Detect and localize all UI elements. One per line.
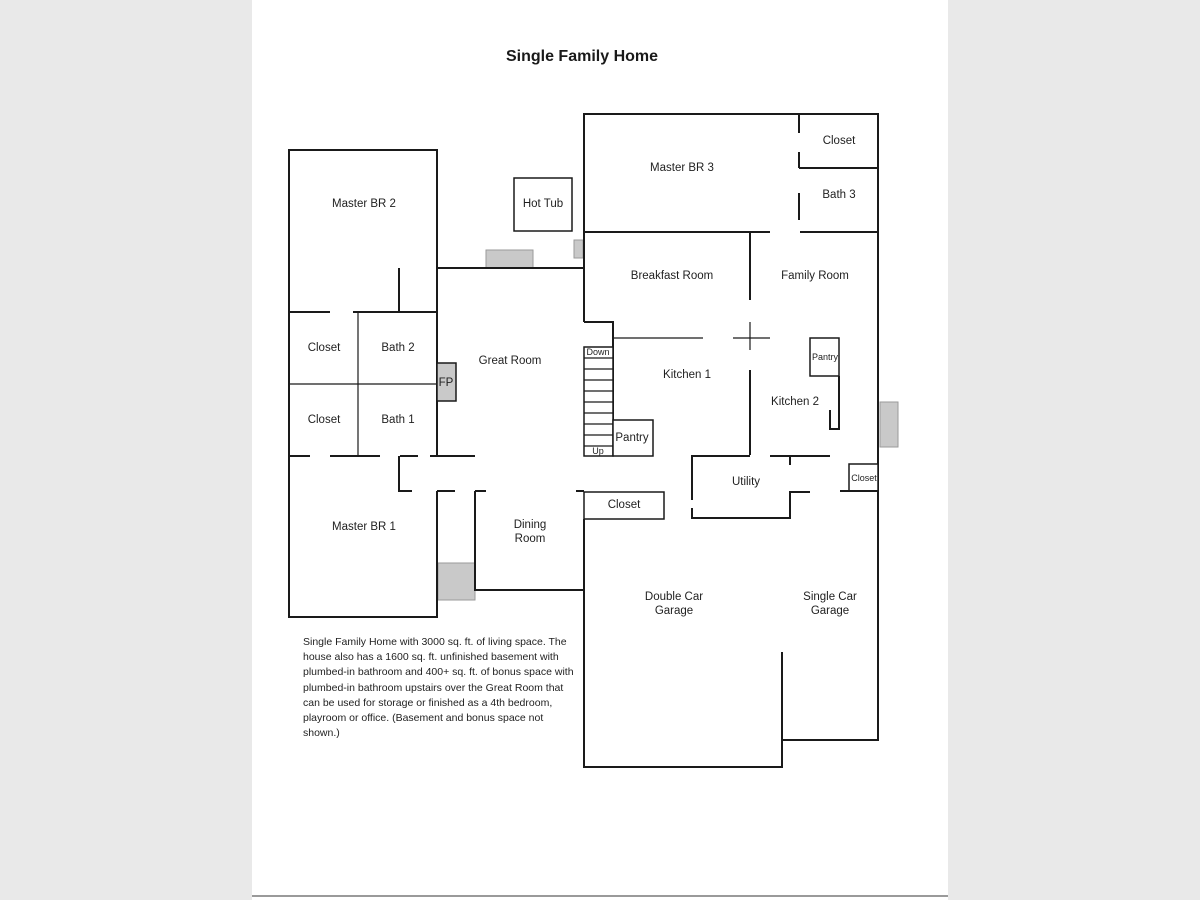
- utility-walls: [692, 456, 830, 518]
- exterior-pad-east: [880, 402, 898, 447]
- room-label-pantry-kitchen-1: Pantry: [615, 432, 649, 444]
- west-exterior-wall: [289, 312, 438, 617]
- kitchen-2-counter: [830, 376, 839, 429]
- master-br-1-north-wall: [399, 456, 486, 491]
- room-label-breakfast-room: Breakfast Room: [630, 270, 714, 282]
- room-label-utility: Utility: [731, 476, 761, 488]
- room-label-double-car-garage: Double Car Garage: [644, 591, 704, 617]
- room-label-kitchen-2: Kitchen 2: [771, 396, 819, 408]
- stairs-label-down: Down: [586, 347, 610, 357]
- room-label-bath-2: Bath 2: [381, 342, 415, 354]
- home-description: Single Family Home with 3000 sq. ft. of living space. The house also has a 1600 sq. ft. unfinished basement with plumbed-in bathroom and 400+ sq. ft. of bonus space with plumbed-in bathroom upstairs over the Great Room that can be used for storage or finished as a 4th bedroom, playroom or office. (Basement and bonus space not shown.): [303, 636, 574, 740]
- room-label-closet-garage: Closet: [851, 473, 877, 483]
- room-label-fireplace: FP: [438, 377, 454, 389]
- room-label-master-br-1: Master BR 1: [332, 521, 396, 533]
- exterior-pad-north-small: [574, 240, 583, 258]
- room-label-family-room: Family Room: [781, 270, 849, 282]
- room-label-dining-room: Dining Room: [513, 519, 547, 545]
- double-garage-walls: [584, 519, 782, 767]
- exterior-pad-north: [486, 250, 533, 268]
- room-label-master-br-3: Master BR 3: [650, 162, 714, 174]
- room-label-bath-3: Bath 3: [822, 189, 856, 201]
- room-label-great-room: Great Room: [478, 355, 542, 367]
- room-label-hot-tub: Hot Tub: [522, 198, 564, 210]
- room-label-closet-a: Closet: [307, 342, 341, 354]
- room-label-closet-b: Closet: [307, 414, 341, 426]
- stairs-label-up: Up: [592, 446, 604, 456]
- room-label-single-car-garage: Single Car Garage: [803, 591, 857, 617]
- room-label-closet-kitchen: Closet: [607, 499, 641, 511]
- room-label-kitchen-1: Kitchen 1: [663, 369, 711, 381]
- exterior-pad-southwest: [438, 563, 475, 600]
- room-label-pantry-kitchen-2: Pantry: [811, 352, 839, 362]
- room-label-bath-1: Bath 1: [381, 414, 415, 426]
- plan-title: Single Family Home: [505, 48, 659, 65]
- room-label-closet-top: Closet: [822, 135, 856, 147]
- room-label-master-br-2: Master BR 2: [332, 198, 396, 210]
